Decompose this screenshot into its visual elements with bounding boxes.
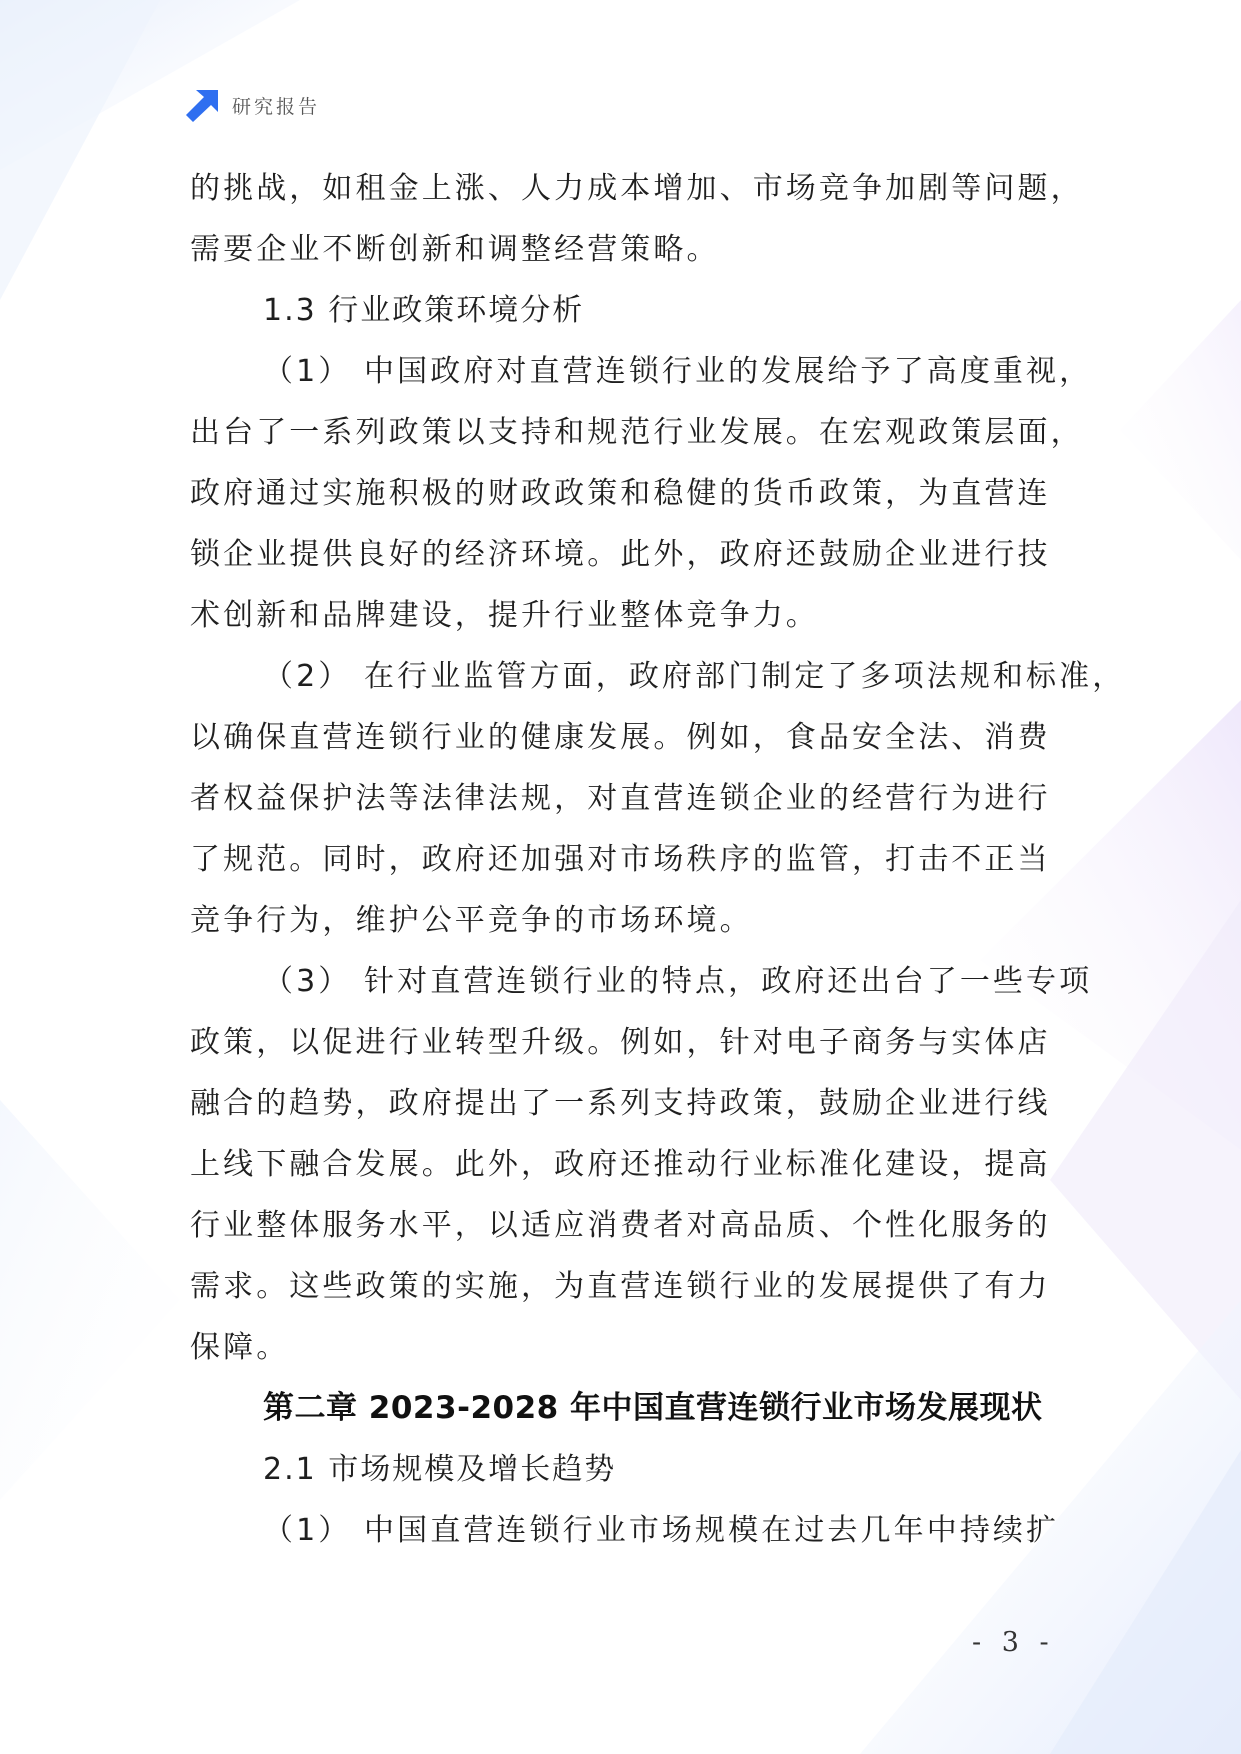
paragraph-line: 锁企业提供良好的经济环境。此外，政府还鼓励企业进行技: [190, 537, 1051, 572]
paragraph-line: 需要企业不断创新和调整经营策略。: [190, 232, 720, 267]
paragraph-line: 保障。: [190, 1330, 290, 1365]
paragraph-line: （3） 针对直营连锁行业的特点，政府还出台了一些专项: [263, 964, 1093, 999]
document-body: [190, 158, 1126, 1561]
paragraph-line: （1） 中国直营连锁行业市场规模在过去几年中持续扩: [263, 1513, 1060, 1548]
paragraph-line: 融合的趋势，政府提出了一系列支持政策，鼓励企业进行线: [190, 1086, 1051, 1121]
paragraph-line: 上线下融合发展。此外，政府还推动行业标准化建设，提高: [190, 1147, 1051, 1182]
paragraph-line: 出台了一系列政策以支持和规范行业发展。在宏观政策层面，: [190, 415, 1084, 450]
paragraph-line: 术创新和品牌建设，提升行业整体竞争力。: [190, 598, 819, 633]
paragraph-line: （1） 中国政府对直营连锁行业的发展给予了高度重视，: [263, 354, 1093, 389]
paragraph-line: 以确保直营连锁行业的健康发展。例如，食品安全法、消费: [190, 720, 1051, 755]
paragraph-line: 政策，以促进行业转型升级。例如，针对电子商务与实体店: [190, 1025, 1051, 1060]
header-title: 研究报告: [232, 95, 321, 118]
report-header: [186, 88, 320, 122]
paragraph-line: 需求。这些政策的实施，为直营连锁行业的发展提供了有力: [190, 1269, 1051, 1304]
paragraph-line: 政府通过实施积极的财政政策和稳健的货币政策，为直营连: [190, 476, 1051, 511]
arrow-up-right-icon: [186, 88, 220, 122]
section-heading: 2.1 市场规模及增长趋势: [263, 1452, 617, 1487]
paragraph-line: 了规范。同时，政府还加强对市场秩序的监管，打击不正当: [190, 842, 1051, 877]
paragraph-line: 行业整体服务水平，以适应消费者对高品质、个性化服务的: [190, 1208, 1051, 1243]
paragraph-line: （2） 在行业监管方面，政府部门制定了多项法规和标准，: [263, 659, 1126, 694]
page-number: - 3 -: [972, 1627, 1055, 1658]
paragraph-line: 的挑战，如租金上涨、人力成本增加、市场竞争加剧等问题，: [190, 171, 1084, 206]
section-heading: 1.3 行业政策环境分析: [263, 293, 585, 328]
chapter-heading: 第二章 2023-2028 年中国直营连锁行业市场发展现状: [263, 1390, 1043, 1426]
paragraph-line: 竞争行为，维护公平竞争的市场环境。: [190, 903, 753, 938]
paragraph-line: 者权益保护法等法律法规，对直营连锁企业的经营行为进行: [190, 781, 1051, 816]
